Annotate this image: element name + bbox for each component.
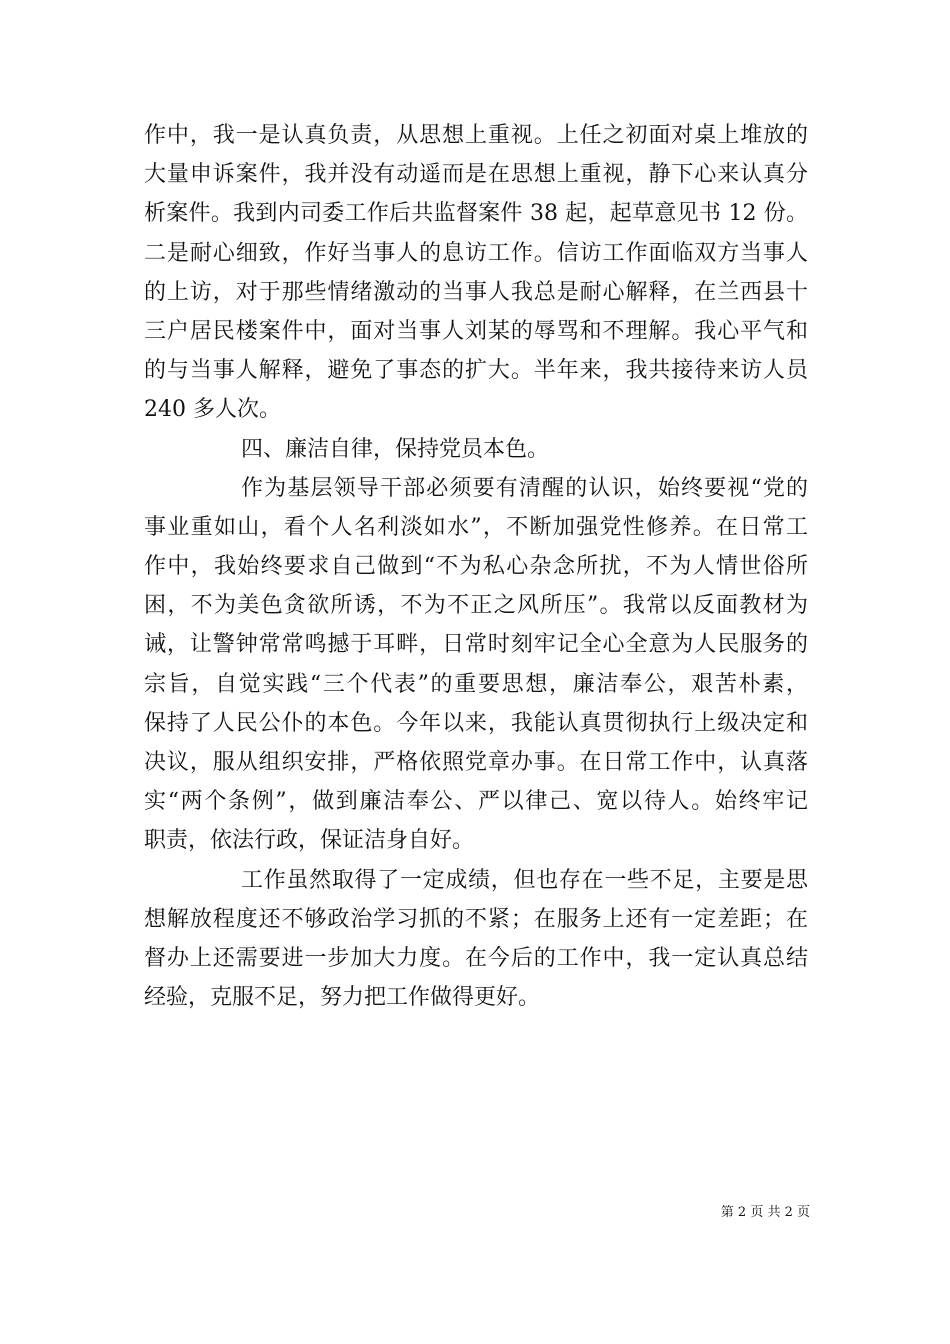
body-line: 三户居民楼案件中，面对当事人刘某的辱骂和不理解。我心平气和: [144, 318, 808, 344]
body-line: 析案件。我到内司委工作后共监督案件 38 起，起草意见书 12 份。: [144, 201, 808, 227]
body-line: 二是耐心细致，作好当事人的息访工作。信访工作面临双方当事人: [144, 240, 808, 266]
body-line: 诫，让警钟常常鸣撼于耳畔，日常时刻牢记全心全意为人民服务的: [144, 632, 808, 658]
body-line: 工作虽然取得了一定成绩，但也存在一些不足，主要是思: [241, 867, 808, 893]
body-line: 大量申诉案件，我并没有动遥而是在思想上重视，静下心来认真分: [144, 162, 808, 188]
body-line: 决议，服从组织安排，严格依照党章办事。在日常工作中，认真落: [144, 750, 808, 775]
body-line: 职责，依法行政，保证洁身自好。: [144, 828, 475, 854]
body-line: 经验，克服不足，努力把工作做得更好。: [144, 985, 541, 1011]
body-line: 困，不为美色贪欲所诱，不为不正之风所压”。我常以反面教材为: [144, 593, 808, 619]
body-line: 的与当事人解释，避免了事态的扩大。半年来，我共接待来访人员: [144, 358, 808, 384]
body-line: 作中，我始终要求自己做到“不为私心杂念所扰，不为人情世俗所: [144, 554, 808, 580]
body-line: 想解放程度还不够政治学习抓的不紧；在服务上还有一定差距；在: [144, 906, 808, 932]
body-line: 作中，我一是认真负责，从思想上重视。上任之初面对桌上堆放的: [144, 123, 808, 148]
body-line: 事业重如山，看个人名利淡如水”，不断加强党性修养。在日常工: [144, 514, 808, 540]
body-line: 保持了人民公仆的本色。今年以来，我能认真贯彻执行上级决定和: [144, 710, 808, 736]
body-line: 实“两个条例”，做到廉洁奉公、严以律己、宽以待人。始终牢记: [144, 789, 808, 815]
body-line: 宗旨，自觉实践“三个代表”的重要思想，廉洁奉公，艰苦朴素，: [144, 671, 808, 697]
document-body: [144, 116, 808, 1017]
body-line: 240 多人次。: [144, 397, 281, 423]
body-line: 督办上还需要进一步加大力度。在今后的工作中，我一定认真总结: [144, 945, 808, 971]
page-number: 第 2 页 共 2 页: [720, 1205, 810, 1220]
body-line: 的上访，对于那些情绪激动的当事人我总是耐心解释，在兰西县十: [144, 279, 808, 305]
section-heading: 四、廉洁自律，保持党员本色。: [241, 436, 550, 462]
body-line: 作为基层领导干部必须要有清醒的认识，始终要视“党的: [241, 475, 808, 501]
